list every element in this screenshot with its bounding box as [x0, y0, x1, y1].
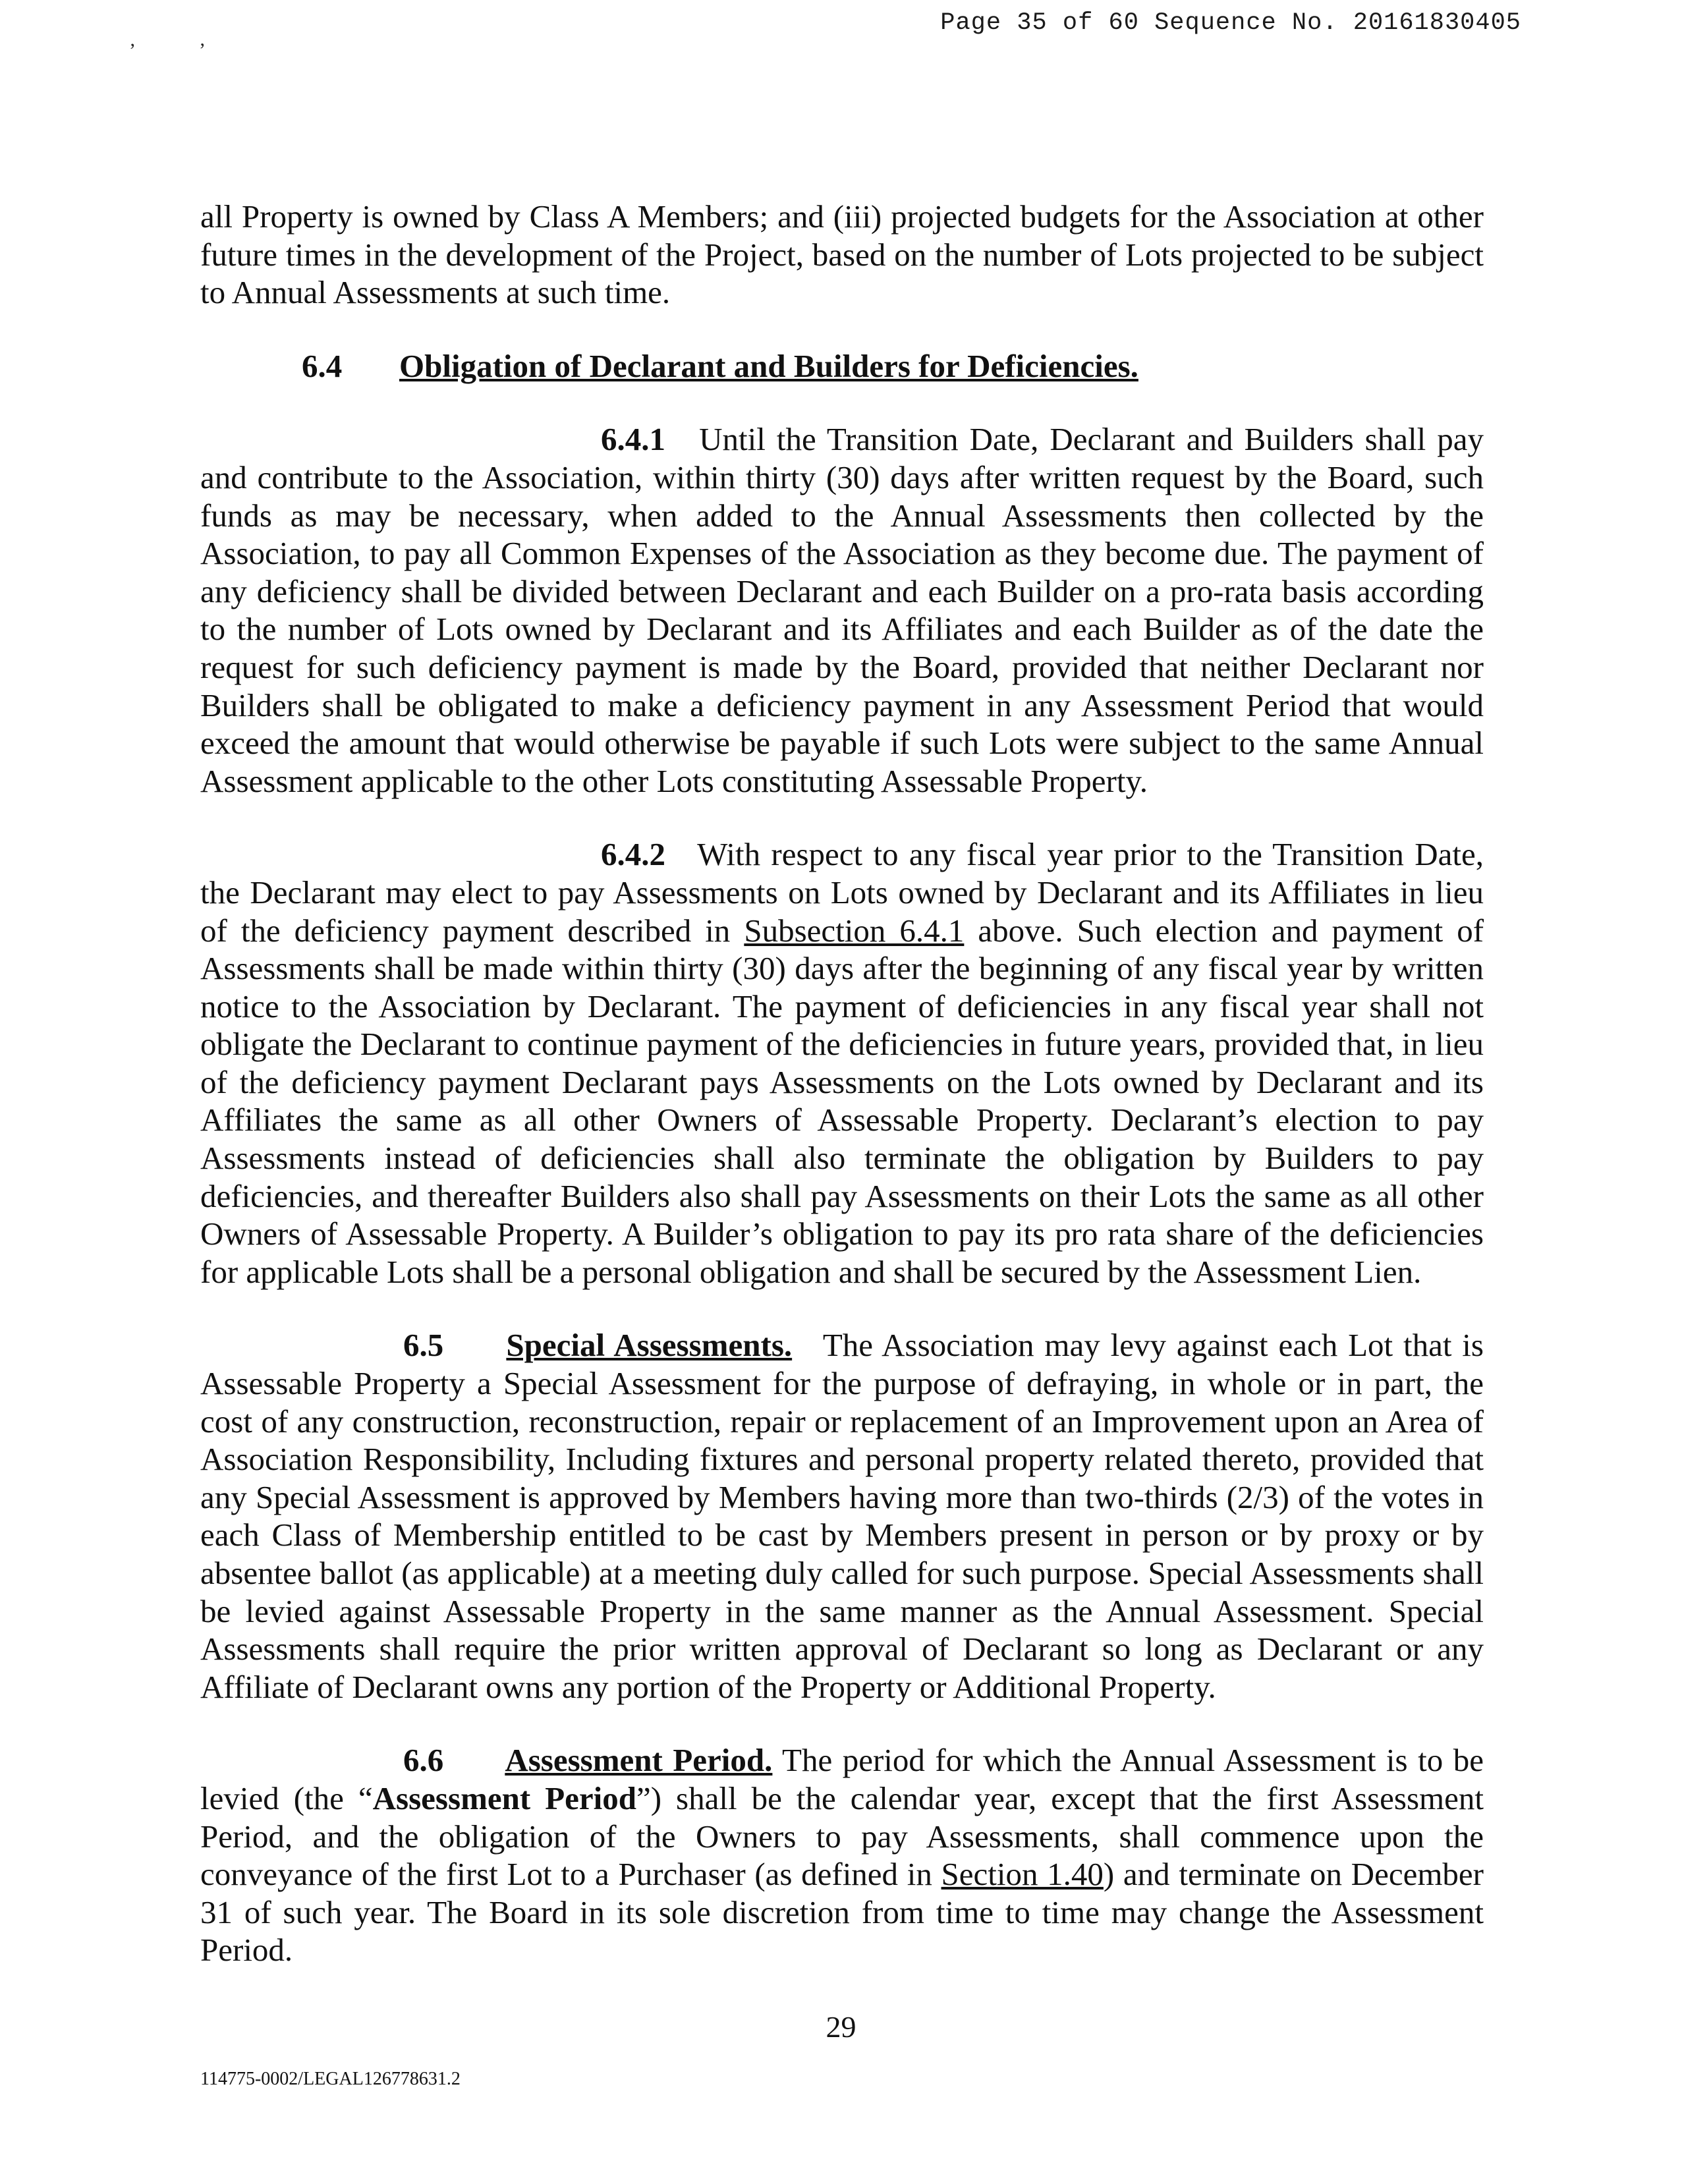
page-number: 29: [826, 2010, 856, 2044]
scan-mark-left: ’: [129, 40, 136, 61]
section-6-5: [200, 1326, 1484, 1706]
subsection-number: 6.4.2: [601, 836, 665, 873]
document-body: [200, 198, 1484, 1969]
subsection-text-cont: above. Such election and payment of Assessments shall be made within thirty (30) days after the beginning of any fiscal year by written notice to the Association by Declarant. The payment of deficiencies in any fiscal year shall not obligate the Declarant to continue payment of the deficiencies in future years, provided that, in lieu of the deficiency payment Declarant pays Assessments on the Lots owned by Declarant and its Affiliates the same as all other Owners of Assessable Property. Declarant’s election to pay Assessments instead of deficiencies shall also terminate the obligation by Builders to pay deficiencies, and thereafter Builders also shall pay Assessments on their Lots the same as all other Owners of Assessable Property. A Builder’s obligation to pay its pro rata share of the deficiencies for applicable Lots shall be a personal obligation and shall be secured by the Assessment Lien.: [200, 912, 1484, 1290]
section-text: The period for which the Annual Assessment is to be levied (the “: [200, 1742, 1484, 1816]
section-text-end: ) and terminate on December 31 of such year. The Board in its sole discretion from time to time may change the Assessment Period.: [200, 1856, 1484, 1969]
section-number: 6.5: [403, 1327, 444, 1364]
section-title: Obligation of Declarant and Builders for Deficiencies.: [399, 347, 1138, 384]
section-text-cont: ”) shall be the calendar year, except that the first Assessment Period, and the obligation of the Owners to pay Assessments, shall commence upon the conveyance of the first Lot to a Purchaser (as defined in: [200, 1779, 1484, 1893]
defined-term: Assessment Period: [372, 1779, 636, 1816]
scan-marks: [129, 40, 269, 62]
section-title: Special Assessments.: [506, 1327, 793, 1364]
subsection-text: Until the Transition Date, Declarant and Builders shall pay and contribute to the Association, within thirty (30) days after written request by the Board, such funds as may be necessary, when added to the Annual Assessments then collected by the Association, to pay all Common Expenses of the Association as they become due. The payment of any deficiency shall be divided between Declarant and each Builder on a pro-rata basis according to the number of Lots owned by Declarant and its Affiliates and each Builder as of the date the request for such deficiency payment is made by the Board, provided that neither Declarant nor Builders shall be obligated to make a deficiency payment in any Assessment Period that would exceed the amount that would otherwise be payable if such Lots were subject to the same Annual Assessment applicable to the other Lots constituting Assessable Property.: [200, 421, 1484, 799]
subsection-number: 6.4.1: [601, 421, 665, 458]
page-sequence-header: Page 35 of 60 Sequence No. 20161830405: [940, 9, 1521, 37]
section-title: Assessment Period.: [505, 1742, 773, 1779]
section-number: 6.6: [403, 1742, 444, 1779]
section-number: 6.4: [302, 347, 343, 384]
section-6-4-heading: [200, 347, 1484, 385]
document-id: 114775-0002/LEGAL126778631.2: [200, 2069, 461, 2089]
cross-reference-link[interactable]: Section 1.40: [941, 1856, 1104, 1893]
intro-paragraph: all Property is owned by Class A Members; and (iii) projected budgets for the Association at other future times in the development of the Project, based on the number of Lots projected to be subject to Annual Assessments at such time.: [200, 198, 1484, 311]
cross-reference-link[interactable]: Subsection 6.4.1: [744, 912, 965, 949]
section-6-6: [200, 1741, 1484, 1969]
section-text: The Association may levy against each Lot that is Assessable Property a Special Assessment for the purpose of defraying, in whole or in part, the cost of any construction, reconstruction, repair or replacement of an Improvement upon an Area of Association Responsibility, Including fixtures and personal property related thereto, provided that any Special Assessment is approved by Members having more than two-thirds (2/3) of the votes in each Class of Membership entitled to be cast by Members present in person or by proxy or by absentee ballot (as applicable) at a meeting duly called for such purpose. Special Assessments shall be levied against Assessable Property in the same manner as the Annual Assessment. Special Assessments shall require the prior written approval of Declarant so long as Declarant or any Affiliate of Declarant owns any portion of the Property or Additional Property.: [200, 1327, 1484, 1705]
subsection-6-4-1: [200, 420, 1484, 800]
subsection-text: With respect to any fiscal year prior to the Transition Date, the Declarant may elect to pay Assessments on Lots owned by Declarant and its Affiliates in lieu of the deficiency payment described in: [200, 836, 1484, 949]
scan-mark-right: ʼ: [199, 40, 206, 61]
subsection-6-4-2: [200, 835, 1484, 1291]
